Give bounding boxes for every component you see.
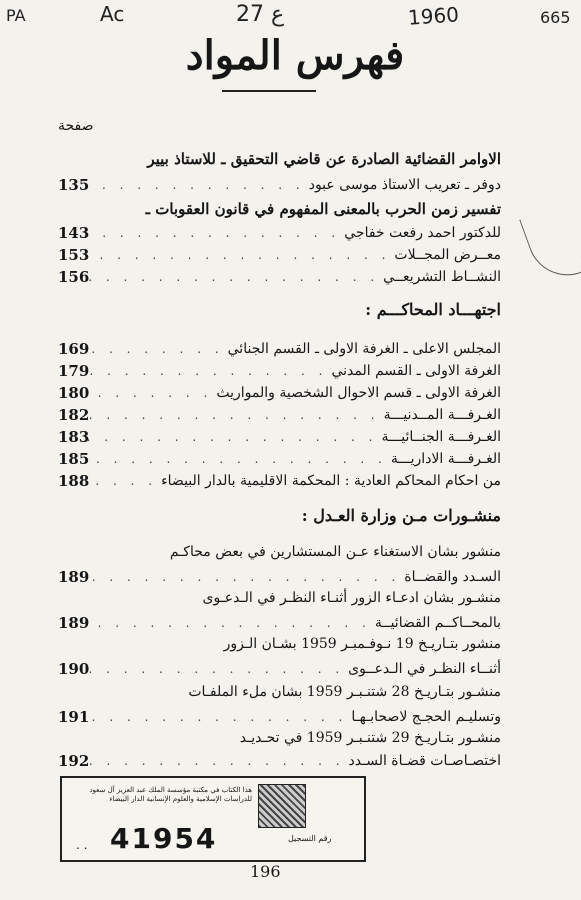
toc-entry: اختصـاصـات قضـاة السـدد . . . 192 [58,750,501,772]
stamp-reg-label: رقم التسجيل [288,834,332,843]
toc-entry: معــرض المجــلات . . . 153 [58,244,501,266]
toc-entry: المجلس الاعلى ـ الغرفة الاولى ـ القسم الجنائي . . . 169 [58,338,501,360]
toc-entry-line: منشـور بتـاريـخ 29 شتنـبـر 1959 في تحـديـد [239,730,501,746]
handwritten-year: 1960 [407,2,460,30]
toc-entry: دوفر ـ تعريب الاستاذ موسى عبود . . . 135 [58,174,501,196]
toc-entry: تفسير زمن الحرب بالمعنى المفهوم في قانون العقوبات ـ [145,200,501,218]
toc-entry: بالمحــاكــم القضائيــة . . . 189 [58,612,501,634]
pencil-mark [519,204,581,286]
handwritten-mark: Ac [100,2,125,26]
section-heading-manshurat: منشـورات مـن وزارة العـدل : [301,506,501,525]
toc-entry: للدكتور احمد رفعت خفاجي . . . 143 [58,222,501,244]
handwritten-mark: PA [6,6,26,25]
stamp-dots: . . [76,838,88,852]
handwritten-mark: 27 ع [236,2,285,27]
toc-entry: الاوامر القضائية الصادرة عن قاضي التحقيق ـ للاستاذ بيير [147,150,501,168]
stamp-institution: هذا الكتاب في مكتبة مؤسسة الملك عبد العزيز آل سعود للدراسات الإسلامية والعلوم الإنسانية الدار البيضاء [89,786,252,803]
toc-entry: الغرفة الاولى ـ القسم المدني . . . 179 [58,360,501,382]
page-number: 196 [250,862,281,881]
toc-entry: أثنــاء النظـر في الـدعــوى . . . 190 [58,658,501,680]
toc-entry-line: منشـور بتـاريـخ 28 شتنـبـر 1959 بشان ملء الملفـات [188,684,501,700]
toc-entry: الغـرفـــة الجنــائيـــة . . . 183 [58,426,501,448]
toc-entry: الغـرفـــة الاداريـــة . . . 185 [58,448,501,470]
stamp-reg-number: 41954 [110,822,218,855]
toc-entry: النشــاط التشريعــي . . . 156 [58,266,501,288]
page-column-label: صفحة [58,118,94,134]
toc-entry-line: منشور بشان الاستغناء عـن المستشارين في بعض محاكـم [169,544,501,560]
title-underline [222,90,316,92]
toc-entry: وتسليـم الحجـج لاصحابـهـا . . . 191 [58,706,501,728]
stamp-seal-image [258,784,306,828]
toc-entry: الغـرفـــة المــدنيـــة . . . 182 [58,404,501,426]
toc-entry-line: منشـور بشان ادعـاء الزور أثنـاء النظـر في الـدعـوى [202,590,501,606]
toc-entry: الغرفة الاولى ـ قسم الاحوال الشخصية والمواريث . . . 180 [58,382,501,404]
toc-entry: من احكام المحاكم العادية : المحكمة الاقليمية بالدار البيضاء . . . 188 [58,470,501,492]
page-title: فهرس المواد [185,32,405,79]
toc-entry: السـدد والقضــاة . . . 189 [58,566,501,588]
handwritten-mark: 665 [540,8,571,27]
library-stamp [60,776,366,862]
toc-entry-line: منشور بتـاريـخ 19 نـوفـمبـر 1959 بشـان الـزور [223,636,501,652]
section-heading-ijtihad: اجتهـــاد المحاكـــم : [365,300,501,319]
